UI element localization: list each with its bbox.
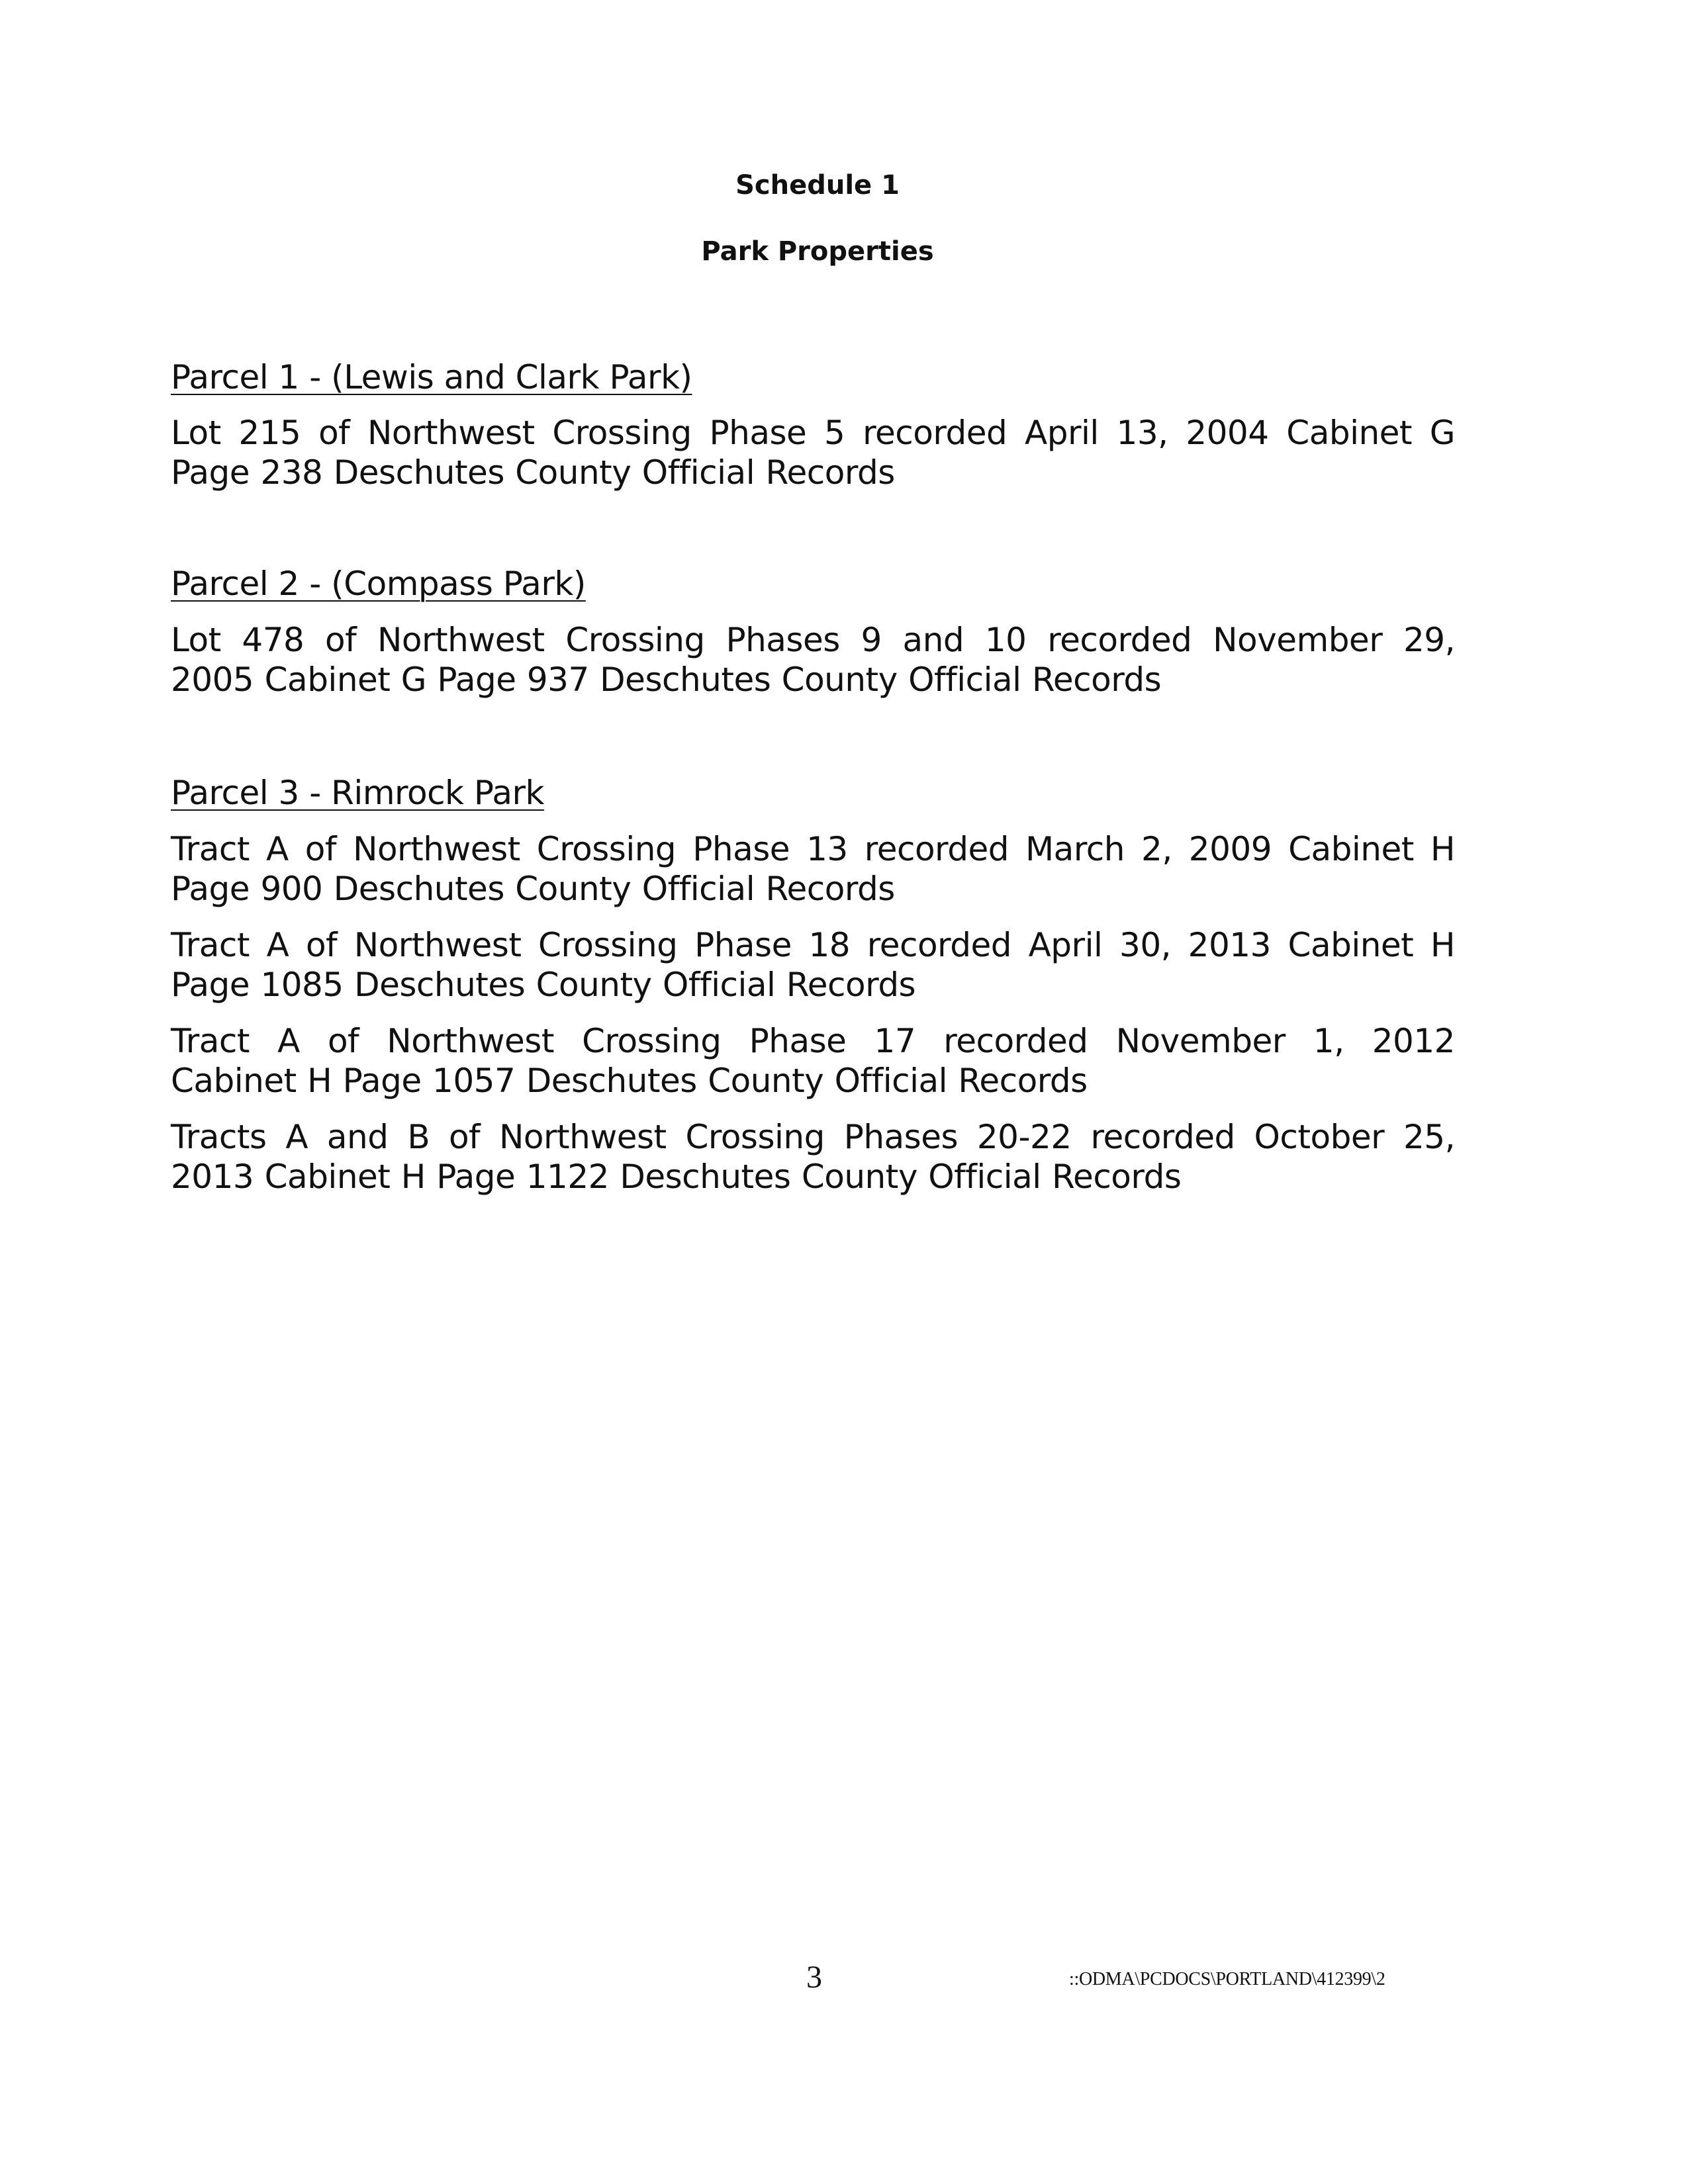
entry-line: Tract A of Northwest Crossing Phase 13 recorded March 2, 2009 Cabinet H: [171, 830, 1455, 868]
parcel-3-entry-4: [171, 1117, 1455, 1197]
entry-line: Lot 215 of Northwest Crossing Phase 5 recorded April 13, 2004 Cabinet G: [171, 414, 1455, 452]
parcel-3-entry-1: [171, 829, 1455, 909]
schedule-title: Schedule 1: [735, 170, 900, 201]
entry-line: Page 900 Deschutes County Official Records: [171, 870, 895, 908]
parcel-3-heading: [171, 773, 1455, 813]
entry-line: Tract A of Northwest Crossing Phase 18 recorded April 30, 2013 Cabinet H: [171, 926, 1455, 964]
entry-line: Cabinet H Page 1057 Deschutes County Official Records: [171, 1062, 1088, 1100]
parcel-heading-text: Parcel 1 - (Lewis and Clark Park): [171, 358, 692, 396]
entry-line: 2013 Cabinet H Page 1122 Deschutes County Official Records: [171, 1158, 1182, 1196]
entry-line: Tracts A and B of Northwest Crossing Phases 20-22 recorded October 25,: [171, 1118, 1455, 1156]
entry-line: Lot 478 of Northwest Crossing Phases 9 and 10 recorded November 29,: [171, 621, 1455, 659]
document-id: ::ODMA\PCDOCS\PORTLAND\412399\2: [1069, 1969, 1385, 1989]
parcel-3-entry-2: [171, 925, 1455, 1005]
parcel-2-entry: [171, 620, 1455, 700]
parcel-3-entry-3: [171, 1021, 1455, 1101]
entry-line: Page 238 Deschutes County Official Records: [171, 453, 895, 492]
page-number: 3: [806, 1960, 822, 1995]
parcel-1-heading: [171, 357, 1455, 397]
schedule-subtitle: Park Properties: [701, 236, 934, 267]
parcel-1-entry: [171, 413, 1455, 492]
entry-line: Tract A of Northwest Crossing Phase 17 recorded November 1, 2012: [171, 1022, 1455, 1060]
parcel-2-heading: [171, 564, 1455, 604]
parcel-heading-text: Parcel 2 - (Compass Park): [171, 565, 586, 603]
parcel-heading-text: Parcel 3 - Rimrock Park: [171, 774, 544, 812]
entry-line: Page 1085 Deschutes County Official Records: [171, 966, 916, 1004]
entry-line: 2005 Cabinet G Page 937 Deschutes County Official Records: [171, 660, 1162, 699]
